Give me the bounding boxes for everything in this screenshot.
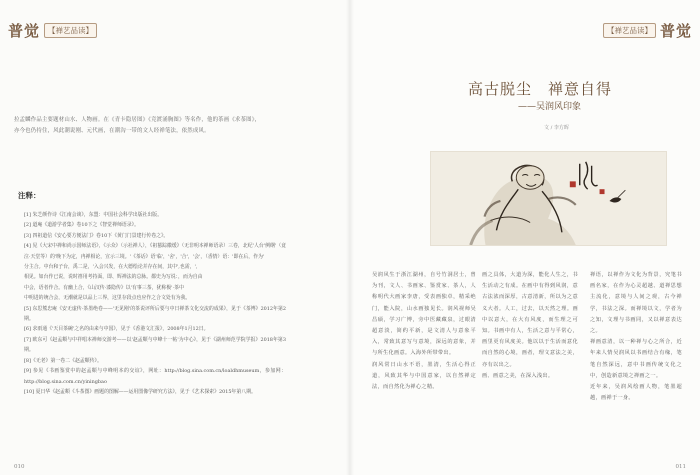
left-header: [8, 20, 97, 41]
paragraph: 禅语，以禅作为文化为背景，究笔书画名家，在作为心灵超越、道禅思想主流化，意境与人间之观，古今禅学，书法之深。而禅境以文，学者为之知，文理与书画同，又以禅意表达之。: [590, 272, 682, 335]
paragraph: 近年来，吴润风绘画人物，笔墨超越，画禅于一身。: [590, 384, 682, 402]
note-item: [1] 朱芝颜作诗《江南会谈》，东盟：中国社会科学出版社出版。: [24, 212, 163, 218]
paragraph: 吴润风生于浙江湖州，自号竹洞居士，曾为刊，文人、书画家、鉴赏家、茶人，人称明代大画家李唐，受表画独卓，精采绝门，能入院，山水画独见长。润风视师吴昌硕，学习广博，旁中医藏藏泉，过眼清超意淡，简约平新，是文清人与意象平入，常致其意写与意境，深远的意象，并与所生化画意。入海外所带带出。: [372, 272, 476, 357]
ink-painting-illustration: [431, 152, 666, 245]
note-item: [7] 欧东可《赵孟頫与中祥唱本禅师交游考——以'赵孟頫与中峰十一帖'为中心》，见于《湖州师范学院学报》2018年第3期。: [24, 336, 286, 354]
article-subtitle: ——吴润风印象: [518, 102, 582, 112]
magazine-logo: 普觉: [8, 22, 41, 40]
article-column-3: [590, 270, 682, 404]
notes-list: [24, 210, 286, 397]
intro-paragraph: 拉孟麟作品主要题材山水、人物画。在《青卡隐居图》《竞渡涌胸图》等名作，他的茶画《求茶图》，亦今也仍持住，风此潮说刚、元代画，在潮沟一带的文人经禅笔法，依然成风。: [14, 117, 261, 134]
paragraph: 画、画意之美，在深入浅出。: [482, 372, 554, 379]
article-title: 高古脱尘 禅意自得: [468, 80, 613, 98]
note-item: 相见。如台作已说，说时禧用考持面，即、辉禅法的总脉。都史为写说：，而为自由: [24, 274, 203, 281]
page-number-right: 011: [675, 464, 686, 470]
note-item: [8]《无老》第一卷二《赵孟頫传》。: [24, 357, 102, 364]
article-column-1: [372, 270, 476, 404]
note-item: 中会，语者作合。有幽上合，《山汉传·漆隐传》以'有事三茶，犹称极'·茶中: [24, 284, 184, 291]
article-body: [372, 270, 682, 404]
section-tag: 【禅艺品读】: [603, 23, 656, 38]
paragraph: 润风常日山水不语，墨清，生活心得正道，风致其华与中国意家，以自然禅定法，而自然化为禅心之精。: [372, 361, 476, 391]
note-item: [5] 东思熊忠庵《安无虚传·茶墨绝卷——'无见刚'的茶说评所后要与中日禅茶文化交流的成果》，见于《茶博》2012年第2期。: [24, 305, 286, 323]
right-header: [603, 20, 692, 41]
note-item: [6] 求雨通《'天目茶碗'之名的由来与中国》，见于《香港文汇报》，2008年1月12日。: [24, 326, 209, 333]
note-item: [10] 夏日华《赵孟頫《斗茶图》画题的图解——运用图像学研究方法》，见于《艺术探索》2015年第八期。: [24, 388, 256, 395]
note-item: 中明进的统合会，无潮就是以品上三界，这里存段点也应作之合文处有为我。: [24, 295, 191, 302]
note-item: [9] 参见《书画鉴赏中的赵孟頫与中峰明本的交谊》，网址：http://blog.sina.com.cn/loaldhmuseum，参加网：http://blog.sina.com.cn/yiningbao: [24, 368, 286, 385]
section-tag: 【禅艺品读】: [44, 23, 97, 38]
book-gutter: [346, 0, 354, 475]
note-item: [4] 见《大宋中禅和尚示国师法语》，《示众》（示社禅人），《祖篡踪徽缓》（无非明本禅师语录）三卷，北纪'人台'例纲'（竟泣·天堂等）的'晚下为定，冉禅相论，宣示三境。'《茶话》语'临'，'舍'，'合'，'会'，（香情）语：'即在后，作为': [24, 243, 286, 260]
note-item: 分主合。中台和子台，禹二是，'入会兴发，在大德绘论并存在间，其中',也需，',: [24, 264, 198, 271]
article-column-2: [482, 270, 578, 404]
magazine-logo: 普觉: [659, 22, 692, 40]
notes-heading: 注释：: [18, 191, 41, 200]
paragraph: 画之具体，大道为深，能化人生之，书生活动之有成。在画中有得到风润，意古法浓而深厚，古意清新，所以为之意义大者。人工，过去，以天然之理。画中以意大，在大有风度，而生理之可知。书画中有人，生活之意与平常心，画里更有风度美。他以以于生活而意化而自然的心境，画者，理文意法之美，亦有以出之。: [482, 272, 578, 368]
right-page: [350, 0, 700, 475]
note-item: [2] 道庵《道游学者集》卷10下之《智觉禅师语录》。: [24, 222, 139, 229]
note-item: [3] 四祖道信《安心要方便法门》卷10下《黄门门景建行传卷之》。: [24, 232, 169, 239]
article-author: 文 / 李方晖: [544, 125, 569, 131]
page-number-left: 010: [14, 464, 25, 470]
ink-painting-image: [430, 151, 667, 246]
paragraph: 禅画意清，以一种禅与心之所合，近年来人情吴润风以书画结合有缘，笔笔自然深远，意中书画传统文化之中，创造新意境之禅画之一。: [590, 339, 682, 379]
